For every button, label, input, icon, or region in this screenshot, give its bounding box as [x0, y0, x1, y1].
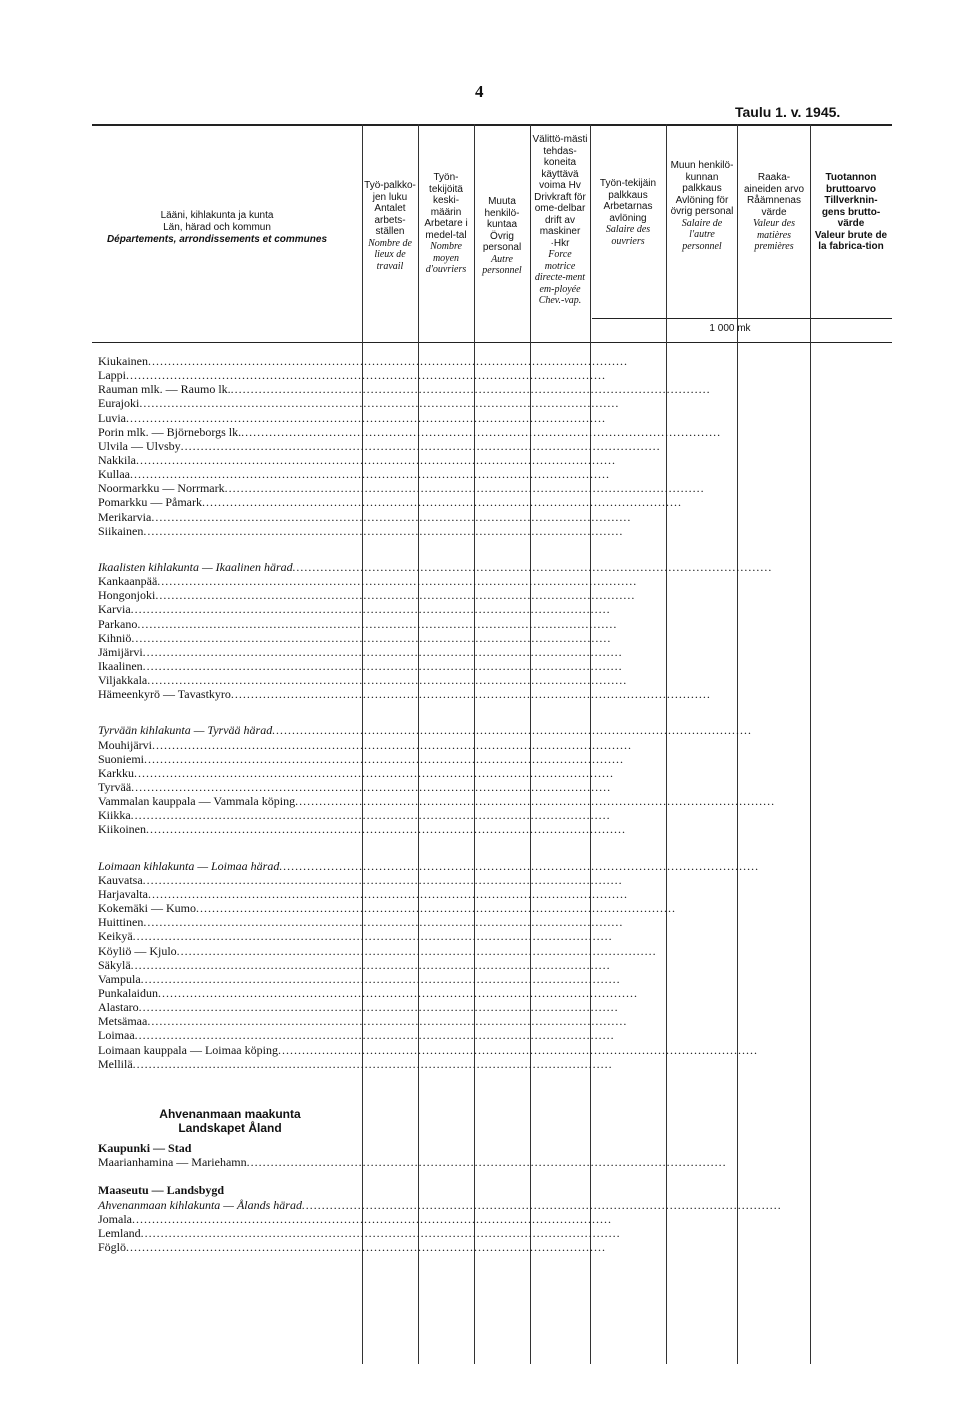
row-name-text: Ahvenanmaan kihlakunta — Ålands härad — [98, 1198, 302, 1212]
row-name-text: Jomala — [98, 1212, 132, 1226]
leader-dots: ........................................................................................................................ — [132, 1057, 613, 1071]
col-header-fr: Autre personnel — [482, 253, 522, 276]
row-name-text: Köyliö — Kjulo — [98, 944, 177, 958]
row-name-text: Rauman mlk. — Raumo lk. — [98, 382, 231, 396]
col-header-fr: Nombre moyen d'ouvriers — [425, 241, 467, 275]
row-name — [98, 766, 614, 780]
row-name — [98, 602, 611, 616]
row-name-text: Lappi — [98, 368, 126, 382]
col-header-sw: Drivkraft för ome-delbar drift av maskiner ·Hkr — [534, 191, 586, 249]
row-name-text: Lemland — [98, 1226, 141, 1240]
row-name — [98, 958, 611, 972]
leader-dots: ........................................................................................................................ — [301, 1198, 782, 1212]
leader-dots: ........................................................................................................................ — [140, 972, 621, 986]
row-name — [98, 1212, 612, 1226]
leader-dots: ........................................................................................................................ — [142, 873, 623, 887]
row-name — [98, 752, 625, 766]
col-header-fi: Tuotannon bruttoarvo — [825, 172, 877, 195]
col-header-fr: Valeur des matières premières — [753, 218, 795, 252]
col-header-sw: Arbetarnas avlöning — [603, 201, 653, 224]
row-name — [98, 588, 636, 602]
row-name — [98, 382, 711, 396]
col-header-sw: Övrig personal — [482, 230, 522, 253]
col-header-fi: Työ-palkko-jen luku — [364, 180, 416, 203]
col-header-workplaces — [364, 180, 416, 272]
leader-dots: ........................................................................................................................ — [241, 425, 722, 439]
row-name-text: Kihniö — [98, 631, 132, 645]
row-name — [98, 929, 613, 943]
row-name — [98, 481, 705, 495]
row-name-text: Kiikka — [98, 808, 131, 822]
col-header-sw: Avlöning för övrig personal — [670, 194, 734, 217]
col-header-sw: Råämnenas värde — [747, 195, 801, 218]
row-name-text: Kullaa — [98, 467, 130, 481]
row-name-text: Vampula — [98, 972, 141, 986]
row-name-text: Nakkila — [98, 453, 136, 467]
col-header-staff-wages — [669, 160, 735, 252]
leader-dots: ........................................................................................................................ — [136, 453, 616, 467]
row-header — [92, 210, 342, 246]
row-name — [98, 467, 610, 481]
leader-dots: ........................................................................................................................ — [146, 822, 626, 836]
col-rule — [810, 124, 811, 1364]
row-name-text: Viljakkala — [98, 673, 148, 687]
leader-dots: ........................................................................................................................ — [131, 780, 612, 794]
row-name — [98, 354, 628, 368]
unit-rule — [592, 318, 892, 319]
leader-dots: ........................................................................................................................ — [292, 560, 773, 574]
row-name-text: Eurajoki — [98, 396, 140, 410]
row-name-text: Maarianhamina — Mariehamn — [98, 1155, 247, 1169]
row-name — [98, 574, 638, 588]
leader-dots: ........................................................................................................................ — [196, 901, 676, 915]
row-name — [98, 822, 626, 836]
leader-dots: ........................................................................................................................ — [157, 574, 638, 588]
row-name-text: Kiukainen — [98, 354, 148, 368]
col-rule — [666, 124, 667, 1364]
col-header-sw: Antalet arbets-ställen — [374, 203, 406, 237]
row-name-text: Metsämaa — [98, 1014, 148, 1028]
row-name — [98, 1000, 619, 1014]
leader-dots: ........................................................................................................................ — [140, 1226, 621, 1240]
leader-dots: ........................................................................................................................ — [143, 915, 624, 929]
row-name-text: Noormarkku — Norrmark — [98, 481, 225, 495]
row-name-text: Harjavalta — [98, 887, 148, 901]
table-reference: Taulu 1. v. 1945. — [735, 104, 841, 120]
row-name-text: Karkku — [98, 766, 134, 780]
row-name — [98, 1183, 360, 1197]
row-name-text: Jämijärvi — [98, 645, 143, 659]
unit-label: 1 000 mk — [709, 323, 751, 334]
row-name — [98, 396, 620, 410]
leader-dots: ........................................................................................................................ — [126, 368, 606, 382]
leader-dots: ........................................................................................................................ — [130, 808, 611, 822]
row-name-text: Ulvila — Ulvsby — [98, 439, 181, 453]
row-name-text: Huittinen — [98, 915, 144, 929]
row-name — [98, 631, 612, 645]
col-header-fr: Salaire de l'autre personnel — [681, 217, 723, 252]
aland-title-sw: Landskapet Åland — [178, 1121, 282, 1135]
col-header-fr: Nombre de lieux de travail — [368, 237, 412, 272]
row-name — [98, 560, 773, 574]
row-name — [98, 453, 616, 467]
row-name — [98, 972, 621, 986]
col-header-power — [532, 134, 588, 307]
col-header-fi: Työn-tekijöitä keski-määrin — [429, 172, 463, 218]
row-name — [98, 859, 760, 873]
row-name — [98, 944, 657, 958]
col-header-raw-materials — [740, 172, 808, 253]
leader-dots: ........................................................................................................................ — [147, 673, 628, 687]
leader-dots: ........................................................................................................................ — [230, 687, 711, 701]
row-name — [98, 1028, 615, 1042]
page-number: 4 — [475, 82, 484, 101]
header-top-rule — [92, 124, 892, 126]
row-name-text: Porin mlk. — Björneborgs lk. — [98, 425, 242, 439]
row-name — [98, 1155, 727, 1169]
row-name — [98, 1014, 628, 1028]
leader-dots: ........................................................................................................................ — [144, 752, 625, 766]
leader-dots: ........................................................................................................................ — [180, 439, 661, 453]
row-name-text: Föglö — [98, 1240, 127, 1254]
row-name-text: Hämeenkyrö — Tavastkyro — [98, 687, 231, 701]
leader-dots: ........................................................................................................................ — [279, 859, 760, 873]
row-name-text: Kokemäki — Kumo — [98, 901, 196, 915]
row-name — [98, 986, 638, 1000]
leader-dots: ........................................................................................................................ — [230, 382, 711, 396]
row-name-text: Hongonjoki — [98, 588, 156, 602]
col-header-fi: Raaka-aineiden arvo — [743, 172, 805, 195]
row-name — [98, 1198, 782, 1212]
leader-dots: ........................................................................................................................ — [147, 887, 628, 901]
row-name — [98, 1057, 613, 1071]
row-name — [98, 1226, 621, 1240]
row-name-text: Ikaalisten kihlakunta — Ikaalinen härad — [98, 560, 293, 574]
col-header-sw: Arbetare i medel-tal — [424, 218, 468, 241]
col-header-fi: Välittö-mästi tehdas-koneita käyttävä voima Hv — [532, 134, 588, 191]
leader-dots: ........................................................................................................................ — [131, 631, 612, 645]
row-name-text: Alastaro — [98, 1000, 139, 1014]
row-name-text: Kauvatsa — [98, 873, 143, 887]
col-header-worker-wages — [594, 178, 662, 247]
row-name — [98, 901, 676, 915]
row-name-text: Vammalan kauppala — Vammala köping — [98, 794, 296, 808]
row-name — [98, 425, 722, 439]
row-name-text: Mellilä — [98, 1057, 133, 1071]
row-name — [98, 873, 623, 887]
row-header-fr: Départements, arrondissements et communes — [106, 234, 328, 245]
leader-dots: ........................................................................................................................ — [139, 396, 620, 410]
row-name — [98, 411, 606, 425]
leader-dots: ........................................................................................................................ — [246, 1155, 727, 1169]
leader-dots: ........................................................................................................................ — [130, 958, 611, 972]
leader-dots: ........................................................................................................................ — [224, 481, 705, 495]
row-name — [98, 673, 628, 687]
leader-dots: ........................................................................................................................ — [148, 354, 628, 368]
row-name-text: Luvia — [98, 411, 126, 425]
leader-dots: ........................................................................................................................ — [152, 738, 632, 752]
row-name-text: Punkalaidun — [98, 986, 158, 1000]
leader-dots: ........................................................................................................................ — [132, 1212, 612, 1226]
row-name-text: Loimaan kihlakunta — Loimaa härad — [98, 859, 280, 873]
leader-dots: ........................................................................................................................ — [147, 1014, 628, 1028]
col-header-other-staff — [476, 196, 528, 277]
header-bottom-rule — [92, 342, 892, 343]
col-rule — [737, 124, 738, 1364]
row-name — [98, 780, 612, 794]
aland-title-fi: Ahvenanmaan maakunta — [159, 1107, 301, 1121]
row-name-text: Kaupunki — Stad — [98, 1141, 192, 1155]
row-header-fi: Lääni, kihlakunta ja kunta — [160, 210, 274, 221]
leader-dots: ........................................................................................................................ — [151, 510, 632, 524]
row-name — [98, 659, 623, 673]
row-name-text: Säkylä — [98, 958, 131, 972]
row-name-text: Pomarkku — Påmark — [98, 495, 202, 509]
col-header-fr: Salaire des ouvriers — [605, 224, 651, 247]
leader-dots: ........................................................................................................................ — [137, 617, 618, 631]
leader-dots: ........................................................................................................................ — [142, 659, 623, 673]
leader-dots: ........................................................................................................................ — [272, 723, 753, 737]
col-header-fi: Työn-tekijäin palkkaus — [599, 178, 657, 201]
row-name — [98, 687, 711, 701]
leader-dots: ........................................................................................................................ — [130, 467, 610, 481]
leader-dots: ........................................................................................................................ — [155, 588, 636, 602]
leader-dots: ........................................................................................................................ — [126, 1240, 607, 1254]
row-name-text: Ikaalinen — [98, 659, 143, 673]
col-header-fi: Muun henkilö-kunnan palkkaus — [670, 160, 734, 194]
row-name — [98, 368, 606, 382]
row-name-text: Suoniemi — [98, 752, 145, 766]
row-name — [98, 1240, 607, 1254]
row-name — [98, 794, 776, 808]
row-name — [98, 1141, 360, 1155]
row-name-text: Loimaa — [98, 1028, 135, 1042]
leader-dots: ........................................................................................................................ — [277, 1043, 758, 1057]
leader-dots: ........................................................................................................................ — [295, 794, 776, 808]
row-name-text: Siikainen — [98, 524, 144, 538]
row-name — [98, 738, 632, 752]
row-name-text: Loimaan kauppala — Loimaa köping — [98, 1043, 278, 1057]
col-header-sw: Tillverknin-gens brutto-värde — [821, 195, 881, 229]
leader-dots: ........................................................................................................................ — [202, 495, 682, 509]
row-name-text: Parkano — [98, 617, 138, 631]
leader-dots: ........................................................................................................................ — [134, 1028, 615, 1042]
row-name — [98, 645, 623, 659]
row-name-text: Keikyä — [98, 929, 133, 943]
col-header-gross-value — [813, 172, 889, 253]
row-name — [98, 723, 753, 737]
col-header-fr: Force motrice directe-ment em-ployée Chev.-vap. — [534, 249, 586, 306]
row-name-text: Merikarvia — [98, 510, 152, 524]
row-name — [98, 439, 661, 453]
row-name — [98, 808, 611, 822]
col-header-workers — [420, 172, 472, 276]
row-name-text: Tyrvään kihlakunta — Tyrvää härad — [98, 723, 273, 737]
leader-dots: ........................................................................................................................ — [158, 986, 638, 1000]
row-name — [98, 524, 624, 538]
leader-dots: ........................................................................................................................ — [130, 602, 611, 616]
leader-dots: ........................................................................................................................ — [134, 766, 614, 780]
row-name — [98, 510, 632, 524]
row-name-text: Maaseutu — Landsbygd — [98, 1183, 225, 1197]
col-header-fi: Muuta henkilö-kuntaa — [484, 196, 520, 230]
row-name-text: Kiikoinen — [98, 822, 146, 836]
row-name-text: Karvia — [98, 602, 131, 616]
row-name — [98, 887, 628, 901]
col-header-fr: Valeur brute de la fabrica-tion — [814, 229, 888, 252]
leader-dots: ........................................................................................................................ — [143, 524, 624, 538]
row-name — [98, 915, 624, 929]
leader-dots: ........................................................................................................................ — [142, 645, 623, 659]
leader-dots: ........................................................................................................................ — [138, 1000, 619, 1014]
leader-dots: ........................................................................................................................ — [132, 929, 613, 943]
row-header-sw: Län, härad och kommun — [163, 222, 271, 233]
leader-dots: ........................................................................................................................ — [126, 411, 606, 425]
row-name — [98, 617, 618, 631]
row-name-text: Mouhijärvi — [98, 738, 152, 752]
row-name-text: Kankaanpää — [98, 574, 158, 588]
row-name — [98, 495, 682, 509]
row-name — [98, 1043, 758, 1057]
row-name-text: Tyrvää — [98, 780, 132, 794]
leader-dots: ........................................................................................................................ — [176, 944, 657, 958]
